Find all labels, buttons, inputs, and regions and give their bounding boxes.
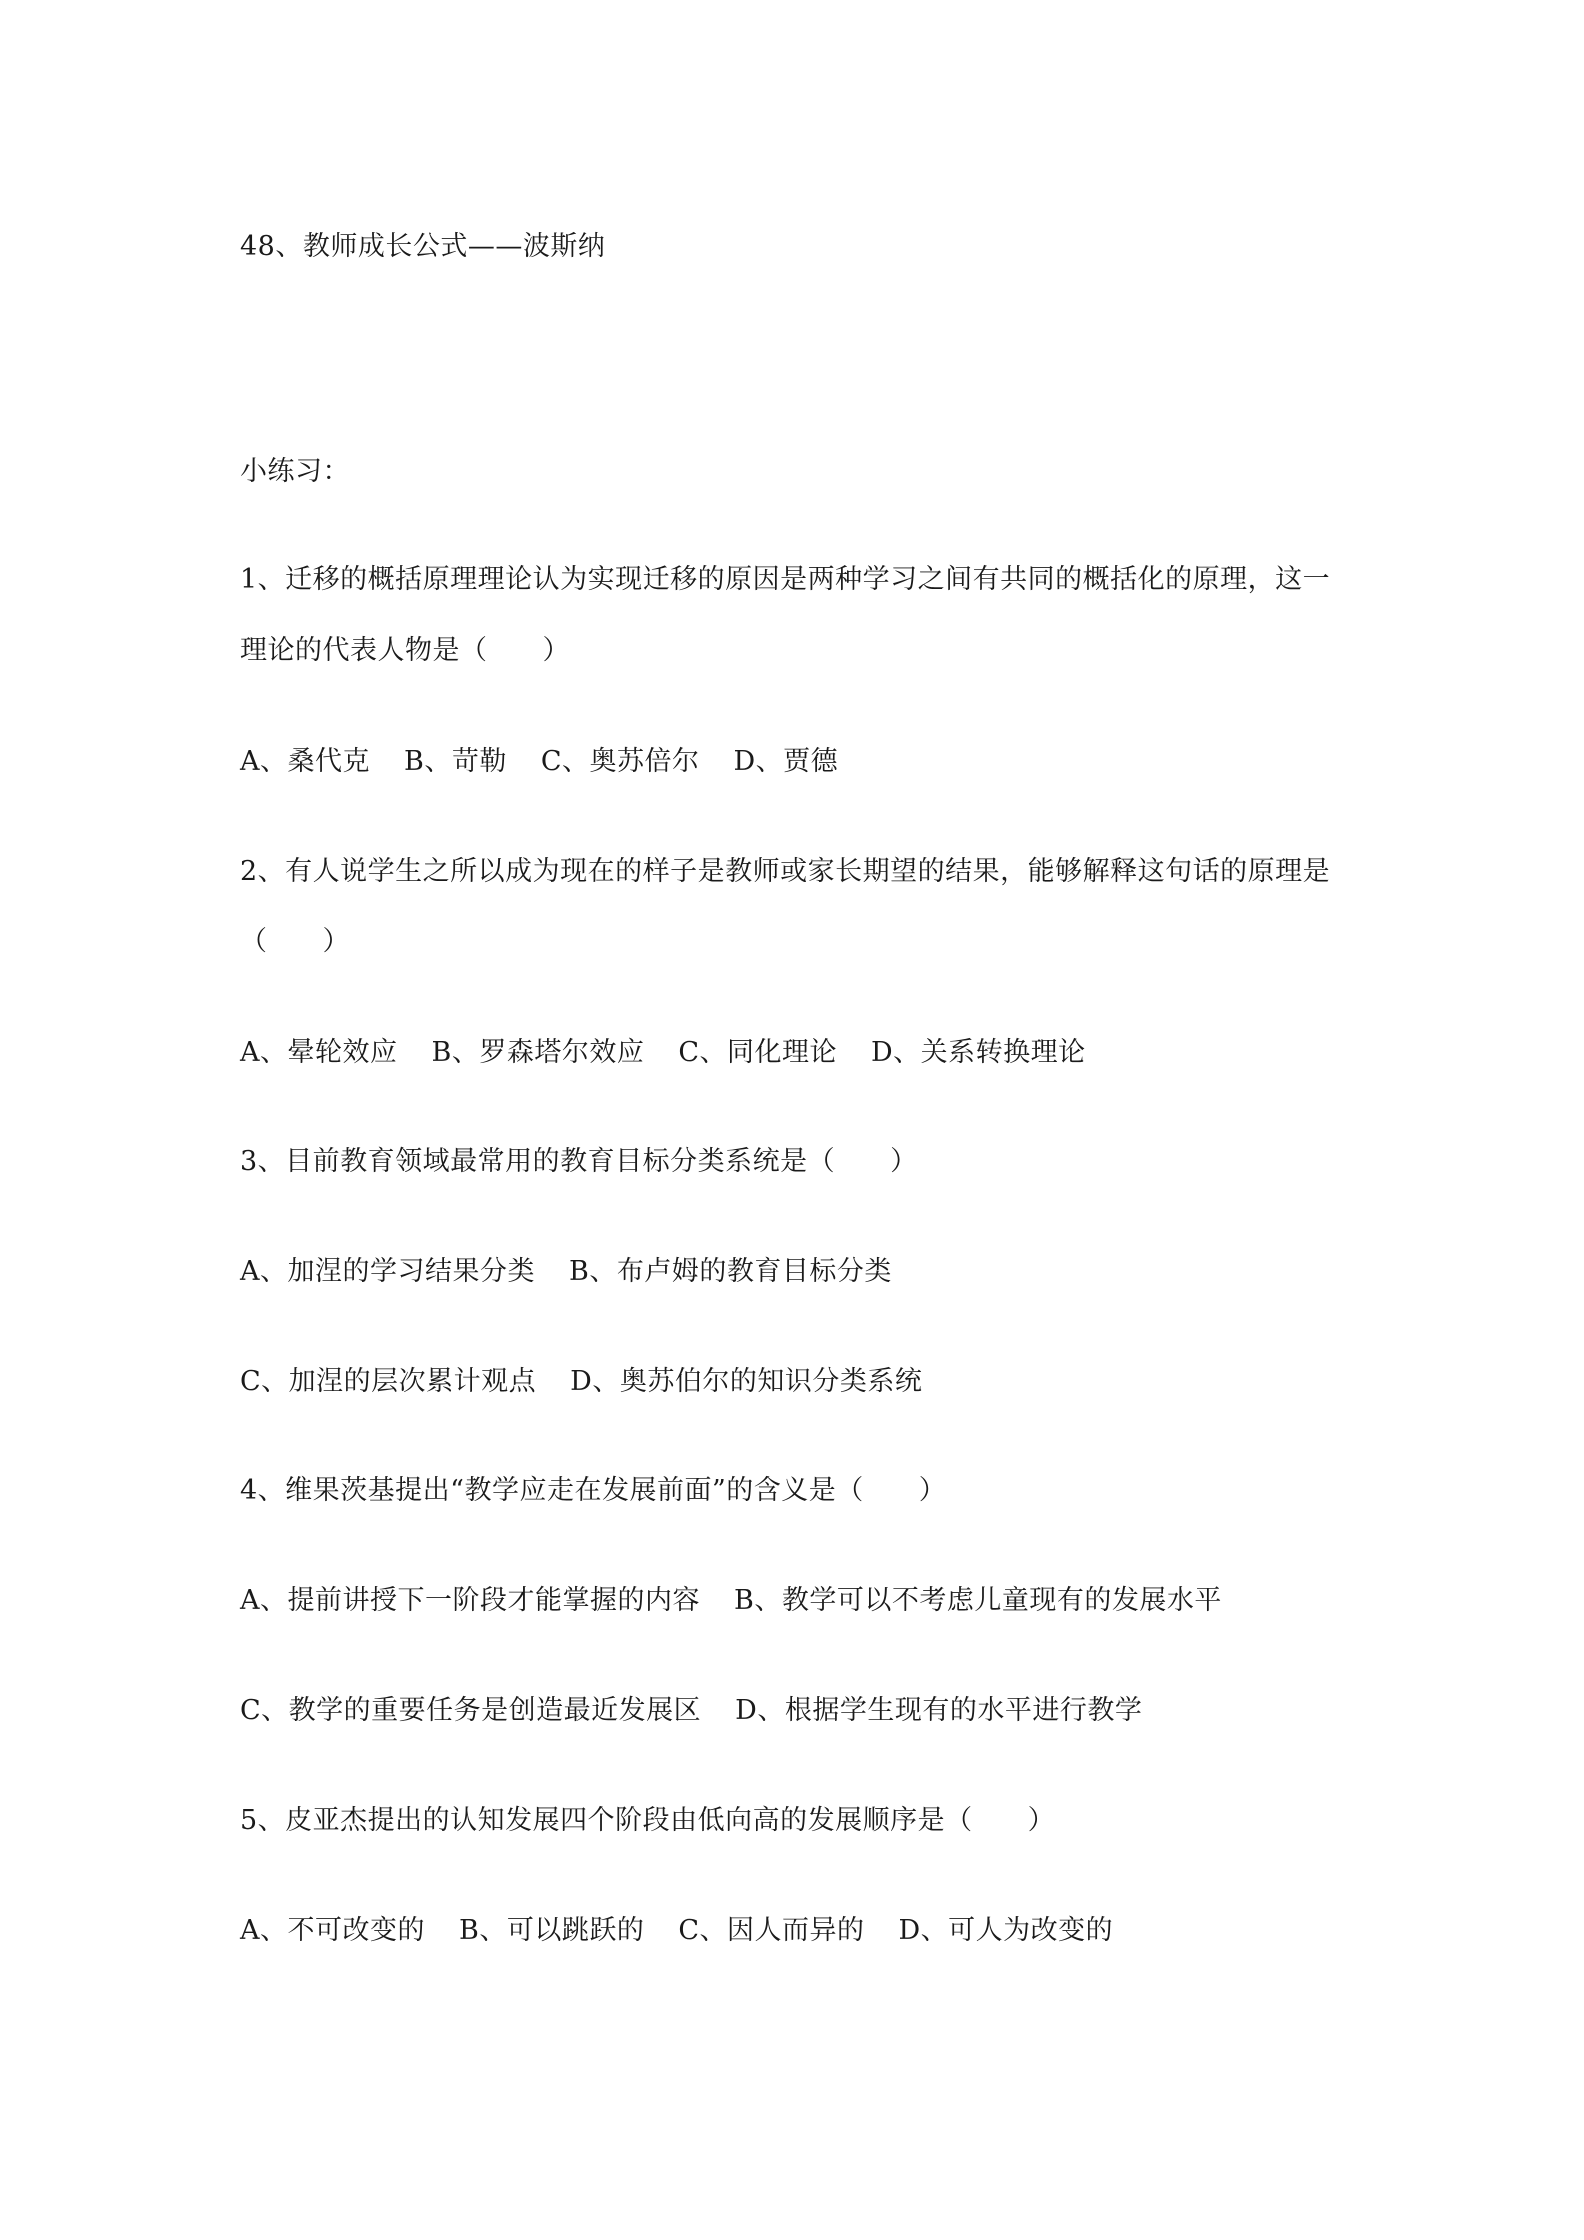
option-d: D、可人为改变的 bbox=[898, 1915, 1114, 1946]
question-4-options-line-2 bbox=[240, 1694, 1142, 1728]
question-2-stem-line-1: 2、有人说学生之所以成为现在的样子是教师或家长期望的结果，能够解释这句话的原理是 bbox=[240, 856, 1331, 887]
question-5-options bbox=[240, 1914, 1113, 1948]
option-a: A、桑代克 bbox=[240, 746, 370, 777]
option-a: A、加涅的学习结果分类 bbox=[240, 1256, 535, 1287]
option-c: C、奥苏倍尔 bbox=[540, 746, 700, 777]
heading: 48、教师成长公式——波斯纳 bbox=[240, 231, 606, 262]
question-2-options bbox=[240, 1036, 1086, 1070]
option-d: D、关系转换理论 bbox=[871, 1037, 1086, 1068]
question-1-options bbox=[240, 745, 838, 779]
option-d: D、根据学生现有的水平进行教学 bbox=[735, 1695, 1143, 1726]
question-1-stem-line-1: 1、迁移的概括原理理论认为实现迁移的原因是两种学习之间有共同的概括化的原理，这一 bbox=[240, 564, 1331, 595]
option-a: A、晕轮效应 bbox=[240, 1037, 398, 1068]
question-3-stem: 3、目前教育领域最常用的教育目标分类系统是（ ） bbox=[240, 1146, 918, 1177]
option-d: D、贾德 bbox=[733, 746, 839, 777]
option-b: B、苛勒 bbox=[404, 746, 507, 777]
question-1-stem-line-2: 理论的代表人物是（ ） bbox=[240, 635, 570, 666]
option-b: B、布卢姆的教育目标分类 bbox=[569, 1256, 892, 1287]
option-a: A、不可改变的 bbox=[240, 1915, 425, 1946]
option-a: A、提前讲授下一阶段才能掌握的内容 bbox=[240, 1585, 700, 1616]
option-b: B、可以跳跃的 bbox=[459, 1915, 645, 1946]
question-3-options-line-1 bbox=[240, 1255, 892, 1289]
option-c: C、教学的重要任务是创造最近发展区 bbox=[240, 1695, 702, 1726]
question-2-stem-line-2: （ ） bbox=[240, 926, 350, 957]
question-3-options-line-2 bbox=[240, 1365, 922, 1399]
section-title: 小练习： bbox=[240, 456, 350, 487]
option-c: C、因人而异的 bbox=[678, 1915, 865, 1946]
question-4-stem: 4、维果茨基提出“教学应走在发展前面”的含义是（ ） bbox=[240, 1475, 947, 1506]
option-d: D、奥苏伯尔的知识分类系统 bbox=[570, 1366, 923, 1397]
question-5-stem: 5、皮亚杰提出的认知发展四个阶段由低向高的发展顺序是（ ） bbox=[240, 1805, 1056, 1836]
option-b: B、教学可以不考虑儿童现有的发展水平 bbox=[734, 1585, 1222, 1616]
option-c: C、加涅的层次累计观点 bbox=[240, 1366, 537, 1397]
question-4-options-line-1 bbox=[240, 1584, 1222, 1618]
option-c: C、同化理论 bbox=[678, 1037, 838, 1068]
option-b: B、罗森塔尔效应 bbox=[431, 1037, 645, 1068]
